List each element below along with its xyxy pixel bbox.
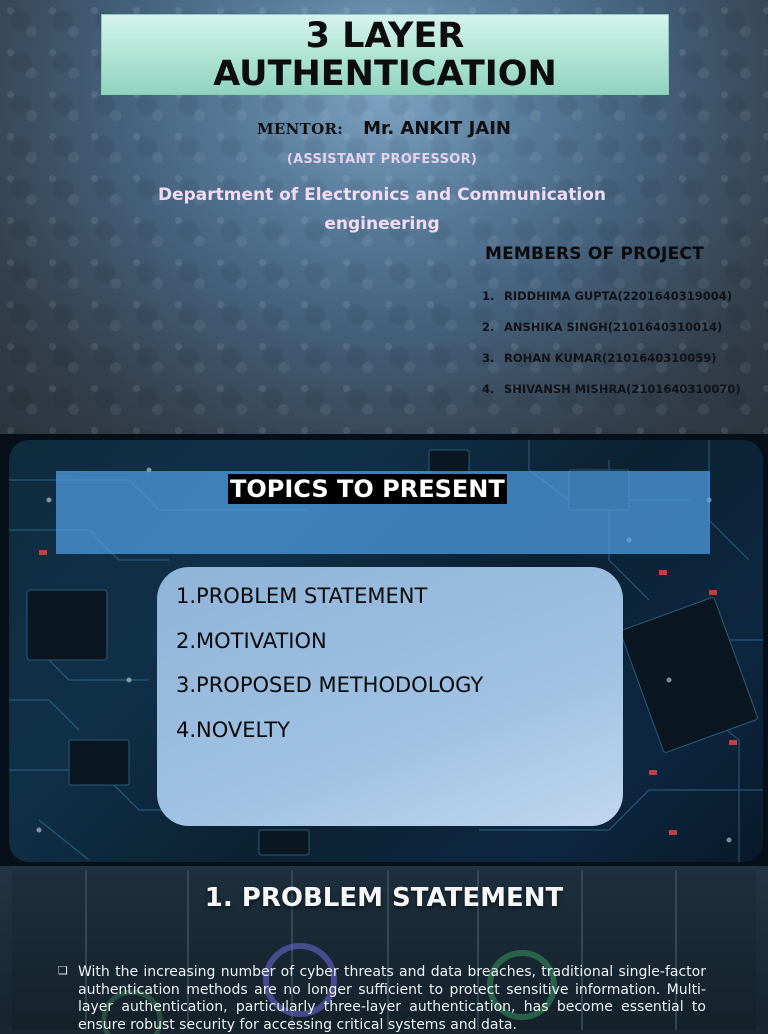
mentor-role: (ASSISTANT PROFESSOR) <box>286 152 478 167</box>
member-item <box>482 382 741 413</box>
topics-list <box>176 584 483 762</box>
mentor-name: Mr. ANKIT JAIN <box>363 118 511 139</box>
member-name: ROHAN KUMAR(2101640310059) <box>504 351 717 365</box>
topic-item: 4.NOVELTY <box>176 717 291 742</box>
checkbox-bullet-icon: ❑ <box>58 964 68 977</box>
member-item <box>482 289 741 320</box>
title-slide <box>0 0 768 434</box>
problem-statement-slide <box>0 866 768 1033</box>
department: Department of Electronics and Communication engineering <box>157 185 607 234</box>
topics-slide <box>0 434 768 866</box>
topic-item: 1.PROBLEM STATEMENT <box>176 584 428 608</box>
members-heading: MEMBERS OF PROJECT <box>485 244 704 264</box>
slide-title: 3 LAYER AUTHENTICATION <box>213 15 557 94</box>
member-name: SHIVANSH MISHRA(2101640310070) <box>504 382 741 396</box>
member-item <box>482 320 741 351</box>
member-name: RIDDHIMA GUPTA(2201640319004) <box>504 289 733 303</box>
members-list <box>482 289 741 413</box>
member-number: 1. <box>482 289 495 303</box>
member-name: ANSHIKA SINGH(2101640310014) <box>504 320 723 334</box>
mentor-label: MENTOR: <box>257 120 344 138</box>
slide-heading: 1. PROBLEM STATEMENT <box>204 883 564 913</box>
member-number: 3. <box>482 351 495 365</box>
member-number: 4. <box>482 382 495 396</box>
member-number: 2. <box>482 320 495 334</box>
topic-item: 2.MOTIVATION <box>176 628 327 653</box>
topic-item: 3.PROPOSED METHODOLOGY <box>176 673 484 697</box>
problem-statement-text: With the increasing number of cyber threats and data breaches, traditional single-factor authentication methods are no longer sufficient to protect sensitive information. Multi-layer authentication, particularly three-layer authentication, has become essential to ensure robust security for accessing critical systems and data. <box>78 964 706 1033</box>
mentor-line <box>0 118 768 139</box>
title-box <box>101 14 669 95</box>
member-item <box>482 351 741 382</box>
topics-title: TOPICS TO PRESENT <box>230 475 505 503</box>
